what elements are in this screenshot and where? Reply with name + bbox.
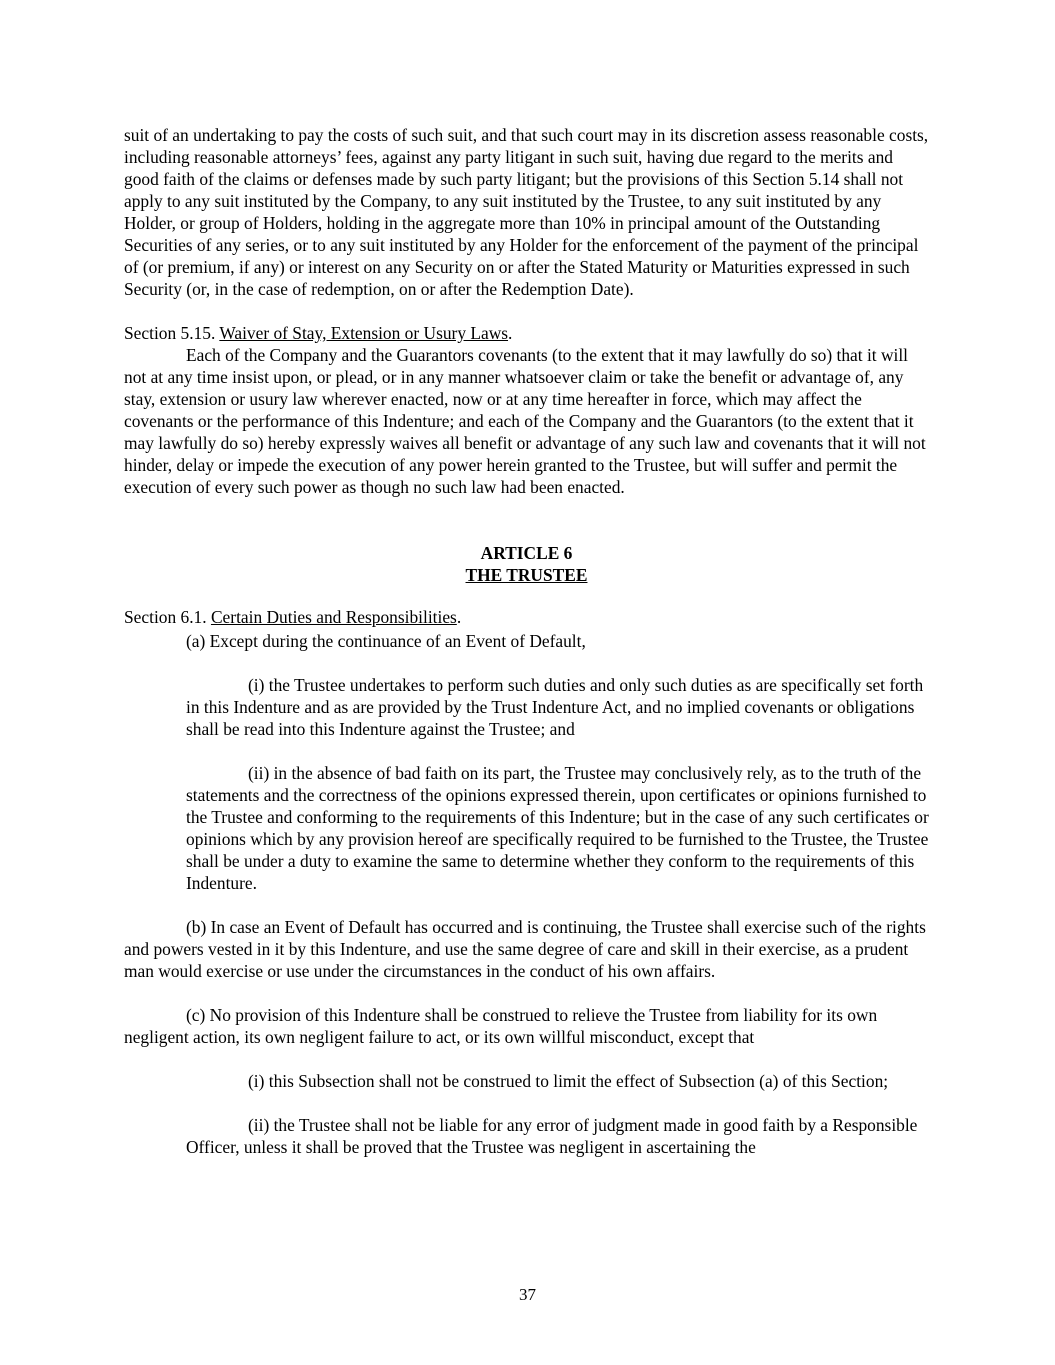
article-number: ARTICLE 6: [480, 543, 573, 563]
section-5-15-body: Each of the Company and the Guarantors covenants (to the extent that it may lawfully do so) that it will not at any time insist upon, or plead, or in any manner whatsoever claim or take the benefit or advantage of, any stay, extension or usury law wherever enacted, now or at any time hereafter in force, which may affect the covenants or the performance of this Indenture; and each of the Company and the Guarantors (to the extent that it may lawfully do so) hereby expressly waives all benefit or advantage of any such law and covenants that it will not hinder, delay or impede the execution of any power herein granted to the Trustee, but will suffer and permit the execution of every such power as though no such law had been enacted.: [124, 345, 926, 497]
article-title: THE TRUSTEE: [465, 565, 588, 585]
section-6-1-heading: [124, 606, 929, 628]
page-number: 37: [519, 1285, 536, 1304]
section-title: Waiver of Stay, Extension or Usury Laws: [219, 323, 509, 343]
subsection-a: (a) Except during the continuance of an Event of Default,: [186, 631, 586, 651]
subsection-c: (c) No provision of this Indenture shall be construed to relieve the Trustee from liability for its own negligent action, its own negligent failure to act, or its own willful misconduct, except that: [124, 1005, 878, 1047]
section-number: Section 5.15.: [124, 323, 220, 343]
subsection-a-ii: (ii) in the absence of bad faith on its part, the Trustee may conclusively rely, as to the truth of the statements and the correctness of the opinions expressed therein, upon certificates or opinions furnished to the Trustee and conforming to the requirements of this Indenture; but in the case of any such certificates or opinions which by any provision hereof are specifically required to be furnished to the Trustee, the Trustee shall be under a duty to examine the same to determine whether they conform to the requirements of this Indenture.: [186, 763, 929, 893]
subsection-c-i: (i) this Subsection shall not be construed to limit the effect of Subsection (a) of this Section;: [248, 1071, 889, 1091]
section-title-period: .: [456, 607, 462, 627]
subsection-c-ii: (ii) the Trustee shall not be liable for any error of judgment made in good faith by a Responsible Officer, unless it shall be proved that the Trustee was negligent in ascertaining the: [186, 1115, 918, 1157]
section-title: Certain Duties and Responsibilities: [210, 607, 457, 627]
section-number: Section 6.1.: [124, 607, 211, 627]
section-5-15-heading: [124, 322, 929, 344]
section-title-period: .: [508, 323, 513, 343]
article-heading: [124, 542, 929, 586]
continuation-paragraph: suit of an undertaking to pay the costs of such suit, and that such court may in its discretion assess reasonable costs, including reasonable attorneys’ fees, against any party litigant in such suit, having due regard to the merits and good faith of the claims or defenses made by such party litigant; but the provisions of this Section 5.14 shall not apply to any suit instituted by the Company, to any suit instituted by the Trustee, to any suit instituted by any Holder, or group of Holders, holding in the aggregate more than 10% in principal amount of the Outstanding Securities of any series, or to any suit instituted by any Holder for the enforcement of the payment of the principal of (or premium, if any) or interest on any Security on or after the Stated Maturity or Maturities expressed in such Security (or, in the case of redemption, on or after the Redemption Date).: [124, 125, 929, 299]
subsection-b: (b) In case an Event of Default has occurred and is continuing, the Trustee shall exercise such of the rights and powers vested in it by this Indenture, and use the same degree of care and skill in their exercise, as a prudent man would exercise or use under the circumstances in the conduct of his own affairs.: [124, 917, 926, 981]
subsection-a-i: (i) the Trustee undertakes to perform such duties and only such duties as are specifically set forth in this Indenture and as are provided by the Trust Indenture Act, and no implied covenants or obligations shall be read into this Indenture against the Trustee; and: [186, 675, 924, 739]
